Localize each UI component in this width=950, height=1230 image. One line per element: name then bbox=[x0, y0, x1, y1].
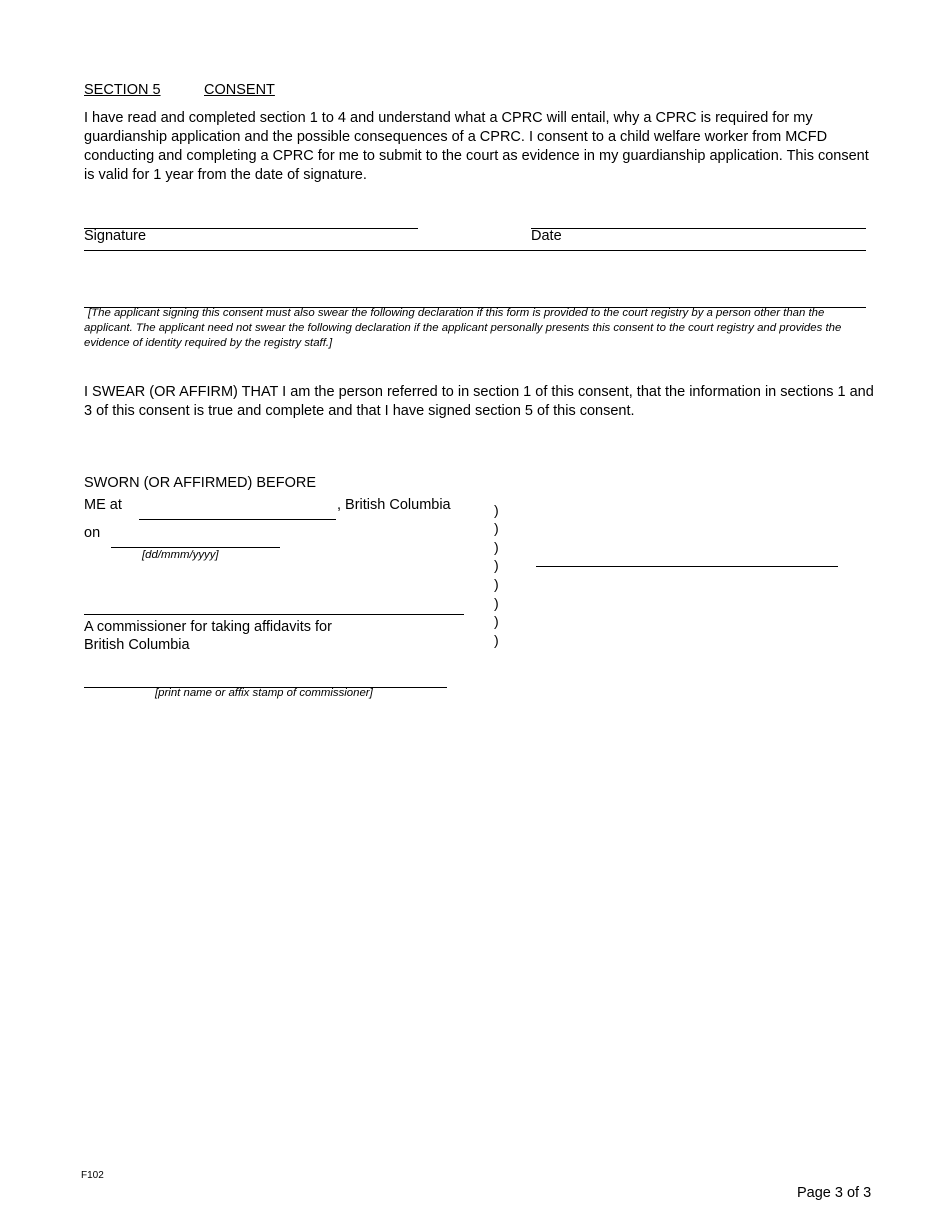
sworn-heading: SWORN (OR AFFIRMED) BEFORE bbox=[84, 475, 316, 491]
declaration: I SWEAR (OR AFFIRM) THAT I am the person referred to in section 1 of this consent, that the information in sections 1 and 3 of this consent is true and complete and that I have signed section 5 of this consent. bbox=[84, 384, 874, 419]
bracket: ) bbox=[494, 539, 499, 555]
sworn-date-field[interactable] bbox=[111, 528, 280, 546]
date-line bbox=[531, 228, 866, 229]
bracket: ) bbox=[494, 502, 499, 518]
section-number: SECTION 5 bbox=[84, 82, 161, 98]
date-label: Date bbox=[531, 228, 562, 244]
page-number: Page 3 of 3 bbox=[797, 1185, 872, 1201]
me-at-label: ME at bbox=[84, 497, 122, 513]
bracket: ) bbox=[494, 520, 499, 536]
commissioner-line1: A commissioner for taking affidavits for bbox=[84, 619, 332, 635]
deponent-signature-line bbox=[536, 566, 838, 567]
bracket: ) bbox=[494, 557, 499, 573]
consent-paragraph: I have read and completed section 1 to 4 and understand what a CPRC will entail, why a CPRC is required for my guardianship application and the possible consequences of a CPRC. I consent to a child welfare worker from MCFD conducting and completing a CPRC for me to submit to the court as evidence in my guardianship application. This consent is valid for 1 year from the date of signature. bbox=[84, 110, 869, 183]
instruction-note: [The applicant signing this consent must also swear the following declaration if this form is provided to the court registry by a person other than the applicant. The applicant need not swear the following declaration if the applicant personally presents this consent to the court registry and provides the evidence of identity required by the registry staff.] bbox=[84, 307, 842, 349]
signature-label: Signature bbox=[84, 228, 147, 244]
date-format-hint: [dd/mmm/yyyy] bbox=[142, 549, 219, 561]
location-field[interactable] bbox=[139, 500, 336, 518]
bracket: ) bbox=[494, 632, 499, 648]
commissioner-signature-line bbox=[84, 614, 464, 615]
divider bbox=[84, 250, 866, 251]
on-label: on bbox=[84, 525, 101, 541]
province-label: , British Columbia bbox=[337, 497, 451, 513]
commissioner-line2: British Columbia bbox=[84, 637, 190, 653]
deponent-signature-field[interactable] bbox=[536, 547, 838, 565]
form-code: F102 bbox=[81, 1170, 104, 1181]
bracket: ) bbox=[494, 576, 499, 592]
date-field[interactable] bbox=[531, 226, 866, 227]
bracket: ) bbox=[494, 613, 499, 629]
bracket: ) bbox=[494, 595, 499, 611]
section-title: CONSENT bbox=[204, 82, 275, 98]
commissioner-hint: [print name or affix stamp of commissioner] bbox=[155, 687, 373, 699]
location-line bbox=[139, 519, 336, 520]
